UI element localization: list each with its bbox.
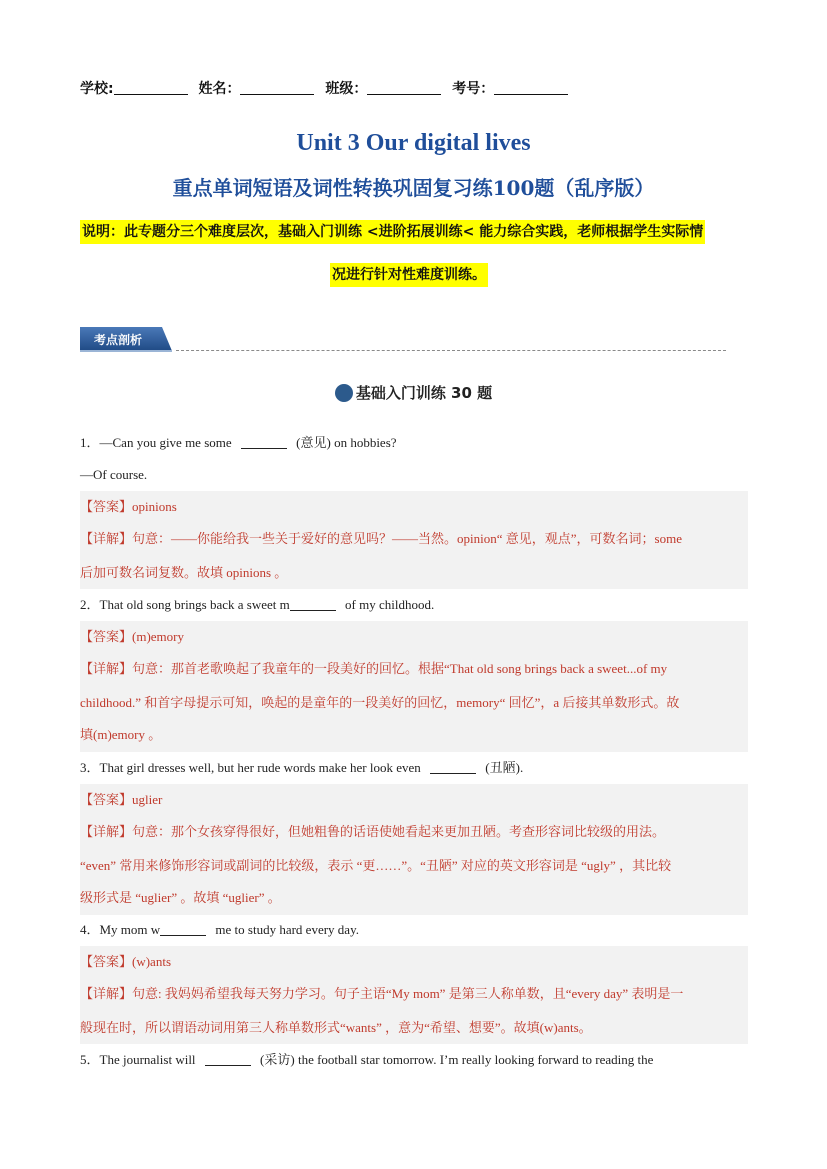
explanation-3: 【详解】句意：那个女孩穿得很好，但她粗鲁的话语使她看起来更加丑陋。考查形容词比较级的用法。 “even” 常用来修饰形容词或副词的比较级，表示 “更……”。“丑陋” 对应的英文形容词是 “ugly” ，其比较 级形式是 “uglier” 。故填 “uglier” 。 — [80, 816, 748, 915]
question-3: 3．That girl dresses well, but her rude words make her look even (丑陋). — [80, 760, 524, 775]
answer-blank — [290, 597, 336, 611]
answer-blank — [241, 435, 287, 449]
instruction-note-line1: 说明：此专题分三个难度层次，基础入门训练 <进阶拓展训练< 能力综合实践，老师根据学生实际情 — [80, 220, 705, 244]
class-label: 班级： — [325, 81, 368, 97]
exam-no-blank — [494, 80, 568, 95]
answer-4: 【答案】(w)ants — [80, 946, 748, 979]
section-tag-shape — [80, 325, 172, 353]
question-1: 1．—Can you give me some (意见) on hobbies? — [80, 435, 397, 450]
answer-blank — [430, 760, 476, 774]
exam-no-label: 考号： — [452, 81, 495, 97]
explanation-2: 【详解】句意：那首老歌唤起了我童年的一段美好的回忆。根据“That old song brings back a sweet...of my childhood.” 和首字母提示可知，唤起的是童年的一段美好的回忆，memory“ 回忆”，a 后接其单数形式。故 填(m)emory 。 — [80, 653, 748, 752]
page-title: Unit 3 Our digital lives — [296, 130, 531, 156]
answer-1: 【答案】opinions — [80, 491, 748, 524]
part-badge-icon — [335, 384, 353, 402]
name-blank — [240, 80, 314, 95]
question-5: 5．The journalist will (采访) the football star tomorrow. I’m really looking forward to reading the — [80, 1052, 654, 1067]
part-heading — [0, 382, 827, 403]
answer-3: 【答案】uglier — [80, 784, 748, 817]
section-tag-text: 考点剖析 — [94, 333, 143, 347]
question-2: 2．That old song brings back a sweet m of my childhood. — [80, 597, 435, 612]
section-tag — [80, 325, 172, 353]
explanation-4: 【详解】句意: 我妈妈希望我每天努力学习。句子主语“My mom” 是第三人称单数，且“every day” 表明是一 般现在时，所以谓语动词用第三人称单数形式“wants” ，意为“希望、想要”。故填(w)ants。 — [80, 978, 748, 1044]
class-blank — [367, 80, 441, 95]
instruction-note-line2: 况进行针对性难度训练。 — [330, 263, 488, 287]
answer-2: 【答案】(m)emory — [80, 621, 748, 654]
school-blank — [114, 80, 188, 95]
explanation-1: 【详解】句意：——你能给我一些关于爱好的意见吗？——当然。opinion“ 意见，观点”，可数名词；some 后加可数名词复数。故填 opinions 。 — [80, 523, 748, 589]
answer-blank — [205, 1052, 251, 1066]
section-divider — [176, 350, 726, 351]
student-info-line — [80, 78, 574, 98]
answer-blank — [160, 922, 206, 936]
part-heading-text: 基础入门训练 30 题 — [355, 384, 493, 402]
question-4: 4．My mom w me to study hard every day. — [80, 922, 359, 937]
question-1-reply: —Of course. — [80, 467, 148, 482]
school-label: 学校: — [80, 81, 114, 97]
name-label: 姓名： — [198, 81, 241, 97]
page-subtitle: 重点单词短语及词性转换巩固复习练100题（乱序版） — [172, 176, 655, 200]
